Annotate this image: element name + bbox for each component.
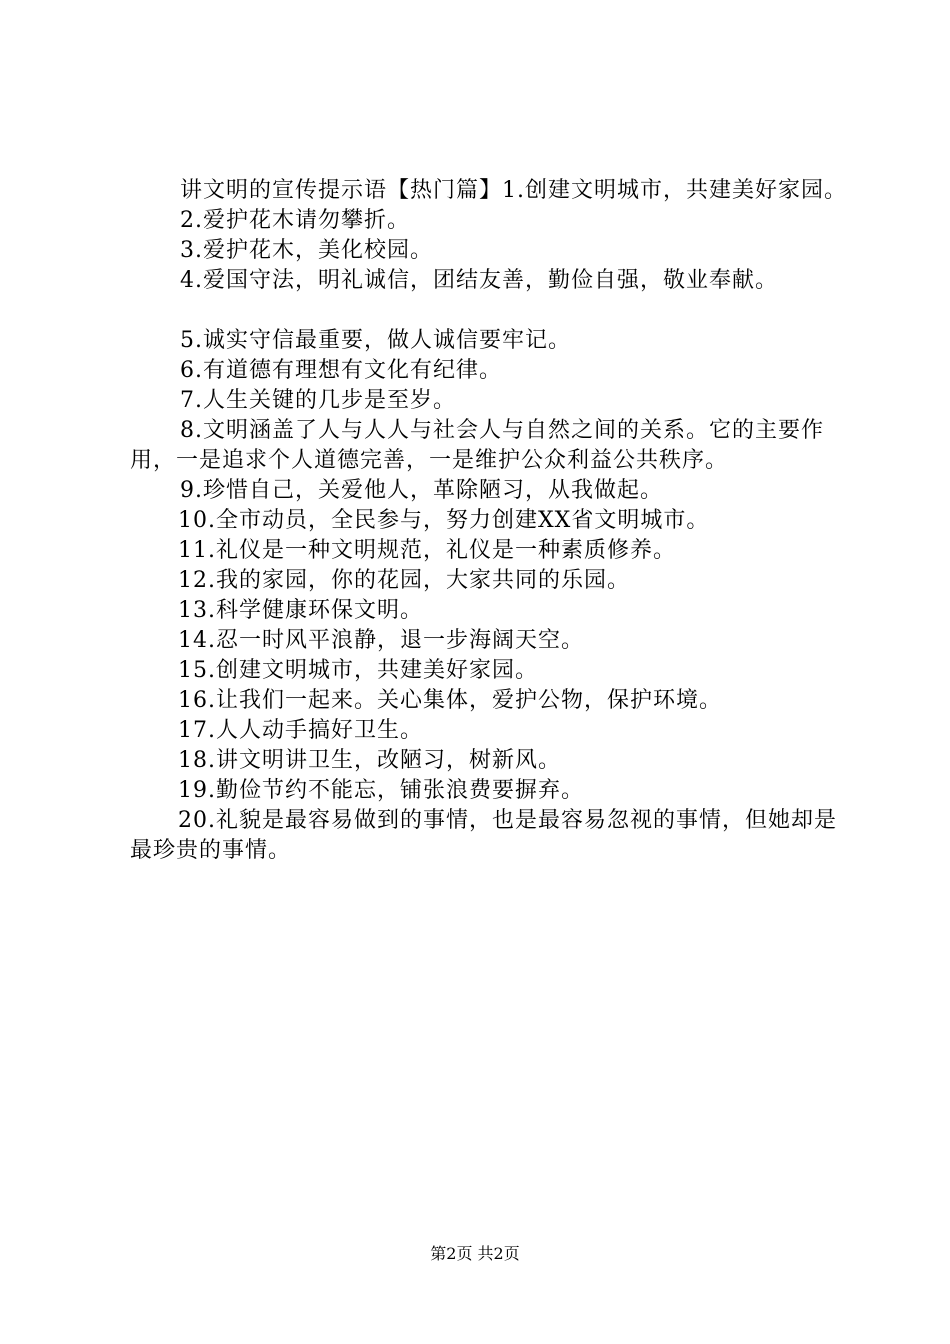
- paragraph-15: 15.创建文明城市，共建美好家园。: [178, 658, 538, 683]
- paragraph-3: 3.爱护花木，美化校园。: [180, 238, 433, 263]
- paragraph-17: 17.人人动手搞好卫生。: [178, 718, 423, 743]
- paragraph-4: 4.爱国守法，明礼诚信，团结友善，勤俭自强，敬业奉献。: [180, 268, 778, 293]
- document-body: [130, 176, 850, 866]
- paragraph-19: 19.勤俭节约不能忘，铺张浪费要摒弃。: [178, 778, 584, 803]
- paragraph-2: 2.爱护花木请勿攀折。: [180, 208, 410, 233]
- paragraph-13: 13.科学健康环保文明。: [178, 598, 423, 623]
- paragraph-8: 8.文明涵盖了人与人人与社会人与自然之间的关系。它的主要作用，一是追求个人道德完善，一是维护公众利益公共秩序。: [130, 418, 824, 473]
- paragraph-10: 10.全市动员，全民参与，努力创建XX省文明城市。: [178, 508, 710, 533]
- paragraph-16: 16.让我们一起来。关心集体，爱护公物，保护环境。: [178, 688, 722, 713]
- paragraph-20: 20.礼貌是最容易做到的事情，也是最容易忽视的事情，但她却是最珍贵的事情。: [130, 808, 837, 863]
- paragraph-12: 12.我的家园，你的花园，大家共同的乐园。: [178, 568, 630, 593]
- paragraph-5: 5.诚实守信最重要，做人诚信要牢记。: [180, 328, 571, 353]
- paragraph-1: 讲文明的宣传提示语【热门篇】1.创建文明城市，共建美好家园。: [180, 178, 847, 203]
- paragraph-14: 14.忍一时风平浪静，退一步海阔天空。: [178, 628, 584, 653]
- paragraph-11: 11.礼仪是一种文明规范，礼仪是一种素质修养。: [178, 538, 676, 563]
- paragraph-7: 7.人生关键的几步是至岁。: [180, 388, 456, 413]
- page-number-label: 第2页 共2页: [430, 1244, 520, 1263]
- paragraph-18: 18.讲文明讲卫生，改陋习，树新风。: [178, 748, 561, 773]
- paragraph-9: 9.珍惜自己，关爱他人，革除陋习，从我做起。: [180, 478, 663, 503]
- page-footer: [0, 1244, 950, 1264]
- paragraph-6: 6.有道德有理想有文化有纪律。: [180, 358, 502, 383]
